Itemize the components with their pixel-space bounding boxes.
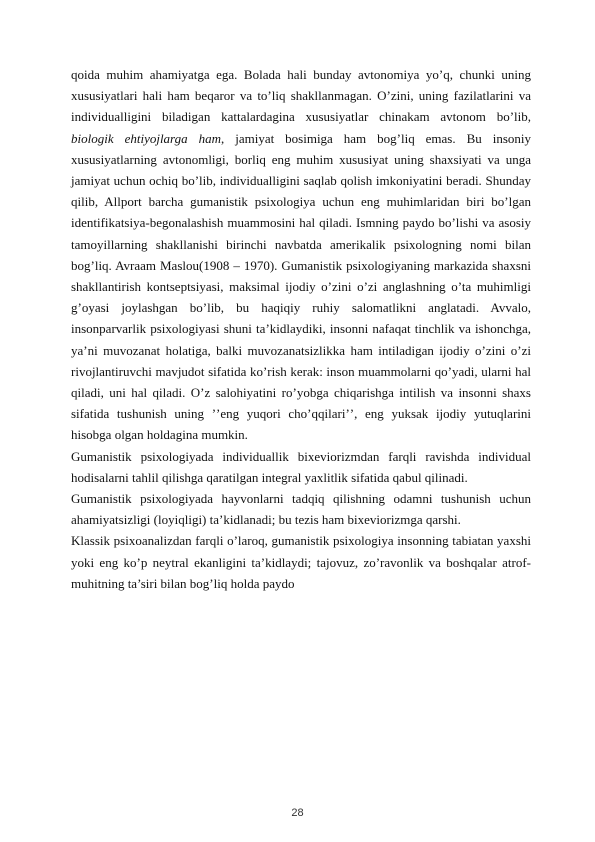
paragraph-1-text-end: , jamiyat bosimiga ham bog’liq emas. Bu insoniy xususiyatlarning avtonomligi, borliq eng muhim xususiyat uning shaxsiyati va unga jamiyat uchun ochiq bo’lib, individualligini saqlab qolish imkoniyatini beradi. Shunday qilib, Allport barcha gumanistik psixologiya uchun eng muhimlaridan biri bo’lgan identifikatsiya-begonalashish muammosini hal qiladi. Ismning paydo bo’lishi va asosiy tamoyillarning shakllanishi birinchi navbatda amerikalik psixologning nomi bilan bog’liq. Avraam Maslou(1908 – 1970). Gumanistik psixologiyaning markazida shaxsni shakllantirish kontseptsiyasi, maksimal ijodiy o’zini o’zi anglashning o’ta muhimligi g’oyasi joylashgan bo’lib, bu haqiqiy ruhiy salomatlikni anglatadi. Avvalo, insonparvarlik psixologiyasi shuni ta’kidlaydiki, insonni nafaqat tinchlik va ishonchga, ya’ni muvozanat holatiga, balki muvozanatsizlikka ham intiladigan ijodiy o’zini o’zi rivojlantiruvchi mavjudot sifatida ko’rish kerak: inson muammolarni qo’yadi, ularni hal qiladi, uni hal qiladi. O’z salohiyatini ro’yobga chiqarishga intilish va insonni shaxs sifatida tushunish uning ʼʼeng yuqori choʼqqilariʼʼ, eng yuksak ijodiy yutuqlarini hisobga olgan holdagina mumkin. bbox=[71, 130, 531, 443]
paragraph-3: Gumanistik psixologiyada hayvonlarni tadqiq qilishning odamni tushunish uchun ahamiyatsizligi (loyiqligi) ta’kidlanadi; bu tezis ham bixeviorizmga qarshi. bbox=[71, 491, 531, 528]
paragraph-1 bbox=[71, 64, 531, 446]
page-number: 28 bbox=[291, 807, 304, 819]
page-text bbox=[71, 64, 531, 594]
paragraph-2: Gumanistik psixologiyada individuallik bixeviorizmdan farqli ravishda individual hodisalarni tahlil qilishga qaratilgan integral yaxlitlik sifatida qabul qilinadi. bbox=[71, 448, 531, 485]
paragraph-1-text-start: qoida muhim ahamiyatga ega. Bolada hali bunday avtonomiya yo’q, chunki uning xususiyatlari hali ham beqaror va to’liq shakllanmagan. O’zini, uning fazilatlarini va individualligini biladigan kattalardagina xususiyatlar chinakam avtonom bo’lib, bbox=[71, 67, 531, 125]
italic-phrase: biologik ehtiyojlarga ham bbox=[71, 130, 221, 146]
paragraph-4: Klassik psixoanalizdan farqli o’laroq, gumanistik psixologiya insonning tabiatan yaxshi yoki eng ko’p neytral ekanligini ta’kidlaydi; tajovuz, zo’ravonlik va boshqalar atrof-muhitning ta’siri bilan bog’liq holda paydo bbox=[71, 533, 531, 591]
